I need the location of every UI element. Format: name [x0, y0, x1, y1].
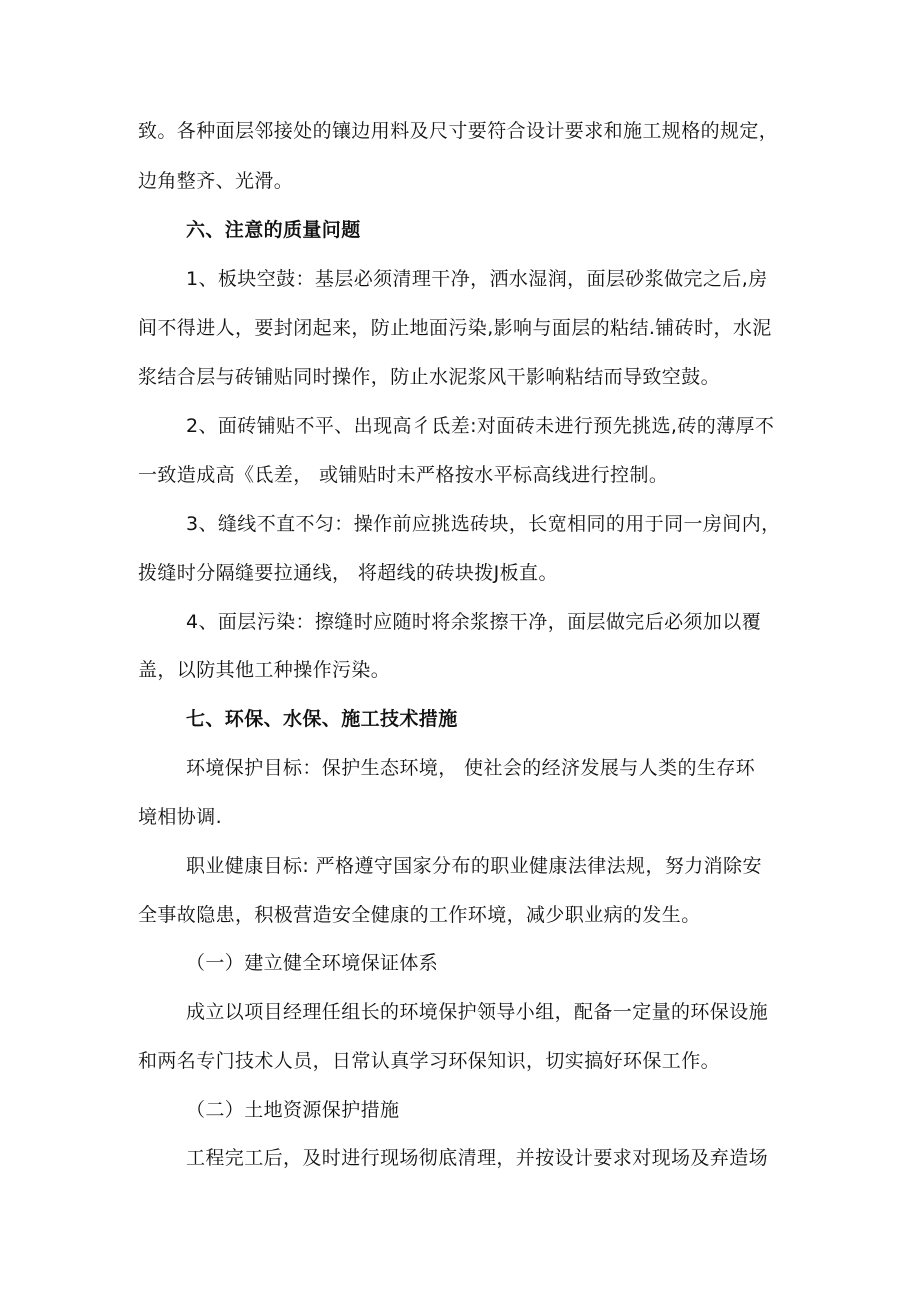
paragraph-line: 环境保护目标：保护生态环境， 使社会的经济发展与人类的生存环 — [186, 757, 756, 779]
paragraph-line: 境相协调. — [138, 806, 223, 828]
paragraph-line: 拨缝时分隔缝要拉通线， 将超线的砖块拨J板直。 — [138, 562, 558, 584]
paragraph-line: 一致造成高《氐差， 或铺贴时未严格按水平标高线进行控制。 — [138, 464, 669, 486]
paragraph-line: 成立以项目经理任组长的环境保护领导小组，配备一定量的环保设施 — [186, 1001, 769, 1023]
paragraph-line: 浆结合层与砖铺贴同时操作，防止水泥浆风干影响粘结而导致空鼓。 — [138, 366, 721, 388]
paragraph-line: 致。各种面层邻接处的镶边用料及尺寸要符合设计要求和施工规格的规定， — [138, 120, 779, 142]
paragraph-line: 工程完工后，及时进行现场彻底清理，并按设计要求对现场及弃造场 — [186, 1147, 769, 1169]
subsection-heading: （二）土地资源保护措施 — [186, 1099, 400, 1121]
section-heading: 六、注意的质量问题 — [186, 219, 361, 241]
paragraph-line: 4、面层污染：擦缝时应随时将余浆擦干净，面层做完后必须加以覆 — [186, 611, 762, 633]
paragraph-line: 1、板块空鼓：基层必须清理干净，洒水湿润，面层砂浆做完之后,房 — [186, 268, 768, 290]
paragraph-line: 间不得进人，要封闭起来，防止地面污染,影响与面层的粘结.铺砖时，水泥 — [138, 317, 772, 339]
paragraph-line: 全事故隐患，积极营造安全健康的工作环境，减少职业病的发生。 — [138, 904, 701, 926]
section-heading: 七、环保、水保、施工技术措施 — [186, 708, 458, 730]
paragraph-line: 边角整齐、光滑。 — [138, 170, 294, 192]
paragraph-line: 2、面砖铺贴不平、出现高彳氐差:对面砖未进行预先挑选,砖的薄厚不 — [186, 415, 775, 437]
subsection-heading: （一）建立健全环境保证体系 — [186, 952, 439, 974]
paragraph-line: 和两名专门技术人员，日常认真学习环保知识，切实搞好环保工作。 — [138, 1050, 721, 1072]
paragraph-line: 3、缝线不直不匀：操作前应挑选砖块，长宽相同的用于同一房间内， — [186, 513, 781, 535]
paragraph-line: 职业健康目标: 严格遵守国家分布的职业健康法律法规，努力消除安 — [186, 855, 762, 877]
paragraph-line: 盖，以防其他工种操作污染。 — [138, 659, 391, 681]
